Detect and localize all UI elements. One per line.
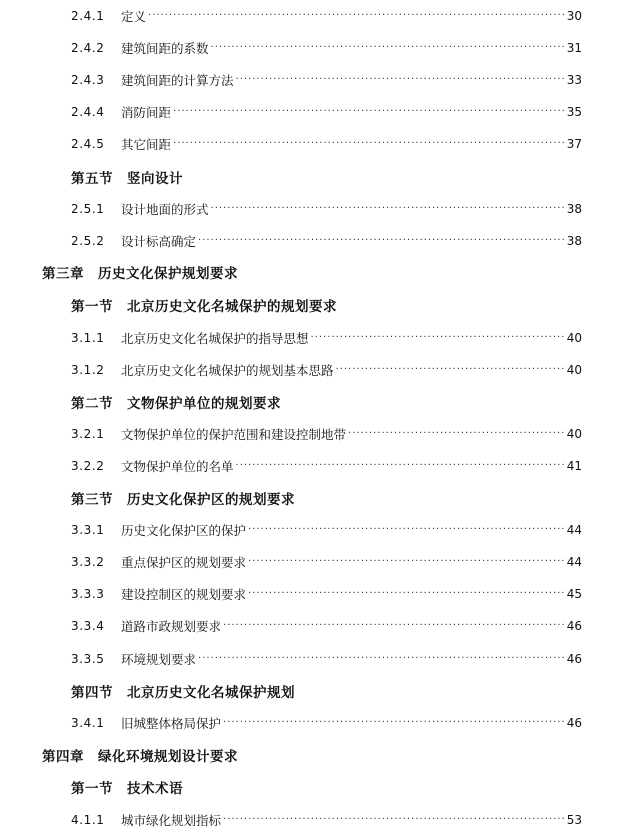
toc-item-page: 35 [566, 105, 582, 119]
dot-leader [236, 73, 564, 87]
toc-item-number: 3.4.1 [71, 716, 105, 730]
toc-section-3-2[interactable] [0, 390, 630, 414]
toc-item-title: 文物保护单位的保护范围和建设控制地带 [121, 427, 347, 442]
toc-section-2-5[interactable] [0, 165, 630, 189]
toc-item-page: 40 [566, 363, 582, 377]
toc-section-3-3[interactable] [0, 486, 630, 510]
toc-section-title: 第五节 竖向设计 [71, 171, 183, 187]
toc-item-number: 2.5.1 [71, 202, 105, 216]
dot-leader [248, 587, 564, 601]
dot-leader [348, 427, 564, 441]
toc-item-page: 38 [566, 234, 582, 248]
toc-item-title: 设计标高确定 [121, 234, 197, 249]
toc-item-title: 定义 [121, 9, 147, 24]
toc-item-title: 建筑间距的系数 [121, 41, 209, 56]
toc-chapter-title: 第四章 绿化环境规划设计要求 [42, 749, 238, 765]
toc-item-number: 3.3.3 [71, 587, 105, 601]
toc-item-page: 45 [566, 587, 582, 601]
toc-item-3-1-2[interactable] [0, 358, 630, 382]
toc-item-3-3-5[interactable] [0, 647, 630, 671]
toc-item-title: 北京历史文化名城保护的规划基本思路 [121, 363, 334, 378]
toc-chapter-3[interactable] [0, 260, 630, 284]
toc-section-title: 第一节 技术术语 [71, 781, 183, 797]
toc-item-page: 33 [566, 73, 582, 87]
toc-item-page: 30 [566, 9, 582, 23]
toc-item-title: 道路市政规划要求 [121, 619, 222, 634]
toc-item-number: 2.4.4 [71, 105, 105, 119]
toc-item-page: 44 [566, 523, 582, 537]
dot-leader [248, 523, 564, 537]
toc-item-title: 重点保护区的规划要求 [121, 555, 247, 570]
toc-item-number: 3.3.5 [71, 652, 105, 666]
dot-leader [236, 459, 564, 473]
dot-leader [248, 555, 564, 569]
toc-item-3-3-4[interactable] [0, 614, 630, 638]
toc-item-3-2-2[interactable] [0, 454, 630, 478]
toc-chapter-title: 第三章 历史文化保护规划要求 [42, 266, 238, 282]
dot-leader [336, 363, 564, 377]
toc-section-3-1[interactable] [0, 293, 630, 317]
toc-section-title: 第四节 北京历史文化名城保护规划 [71, 685, 295, 701]
dot-leader [223, 716, 564, 730]
toc-item-2-4-1[interactable] [0, 4, 630, 28]
toc-item-page: 37 [566, 137, 582, 151]
toc-item-page: 46 [566, 619, 582, 633]
toc-section-3-4[interactable] [0, 679, 630, 703]
dot-leader [173, 137, 564, 151]
toc-item-title: 北京历史文化名城保护的指导思想 [121, 331, 309, 346]
toc-item-2-4-5[interactable] [0, 132, 630, 156]
toc-item-title: 消防间距 [121, 105, 172, 120]
toc-item-number: 3.1.2 [71, 363, 105, 377]
toc-item-3-4-1[interactable] [0, 711, 630, 735]
toc-item-title: 城市绿化规划指标 [121, 813, 222, 828]
toc-item-title: 建设控制区的规划要求 [121, 587, 247, 602]
toc-item-page: 38 [566, 202, 582, 216]
toc-item-title: 其它间距 [121, 137, 172, 152]
dot-leader [148, 9, 564, 23]
toc-item-number: 3.2.2 [71, 459, 105, 473]
dot-leader [211, 41, 564, 55]
toc-item-2-5-2[interactable] [0, 229, 630, 253]
toc-item-2-4-4[interactable] [0, 100, 630, 124]
toc-item-number: 2.4.3 [71, 73, 105, 87]
toc-item-number: 2.4.2 [71, 41, 105, 55]
toc-item-title: 设计地面的形式 [121, 202, 209, 217]
toc-item-3-3-2[interactable] [0, 550, 630, 574]
toc-item-page: 46 [566, 716, 582, 730]
toc-item-page: 53 [566, 813, 582, 827]
toc-item-number: 3.3.2 [71, 555, 105, 569]
toc-item-number: 2.4.5 [71, 137, 105, 151]
toc-item-number: 4.1.1 [71, 813, 105, 827]
toc-item-title: 建筑间距的计算方法 [121, 73, 234, 88]
toc-item-2-5-1[interactable] [0, 197, 630, 221]
toc-section-4-1[interactable] [0, 775, 630, 799]
toc-item-page: 46 [566, 652, 582, 666]
toc-section-title: 第一节 北京历史文化名城保护的规划要求 [71, 299, 337, 315]
toc-item-number: 3.1.1 [71, 331, 105, 345]
toc-section-title: 第三节 历史文化保护区的规划要求 [71, 492, 295, 508]
toc-item-page: 40 [566, 427, 582, 441]
toc-item-number: 3.3.4 [71, 619, 105, 633]
toc-item-page: 44 [566, 555, 582, 569]
dot-leader [173, 105, 564, 119]
toc-item-3-2-1[interactable] [0, 422, 630, 446]
toc-item-page: 40 [566, 331, 582, 345]
toc-item-3-1-1[interactable] [0, 326, 630, 350]
toc-item-number: 3.2.1 [71, 427, 105, 441]
dot-leader [223, 619, 564, 633]
dot-leader [198, 652, 564, 666]
toc-chapter-4[interactable] [0, 743, 630, 767]
dot-leader [198, 234, 564, 248]
toc-item-3-3-1[interactable] [0, 518, 630, 542]
dot-leader [311, 331, 564, 345]
dot-leader [211, 202, 564, 216]
toc-item-number: 3.3.1 [71, 523, 105, 537]
toc-item-title: 环境规划要求 [121, 652, 197, 667]
toc-item-page: 31 [566, 41, 582, 55]
toc-section-title: 第二节 文物保护单位的规划要求 [71, 396, 281, 412]
dot-leader [223, 813, 564, 827]
toc-item-title: 文物保护单位的名单 [121, 459, 234, 474]
toc-item-title: 历史文化保护区的保护 [121, 523, 247, 538]
toc-item-3-3-3[interactable] [0, 582, 630, 606]
toc-item-number: 2.5.2 [71, 234, 105, 248]
toc-item-2-4-2[interactable] [0, 36, 630, 60]
toc-item-2-4-3[interactable] [0, 68, 630, 92]
toc-item-title: 旧城整体格局保护 [121, 716, 222, 731]
toc-item-number: 2.4.1 [71, 9, 105, 23]
toc-item-4-1-1[interactable] [0, 808, 630, 832]
toc-item-page: 41 [566, 459, 582, 473]
